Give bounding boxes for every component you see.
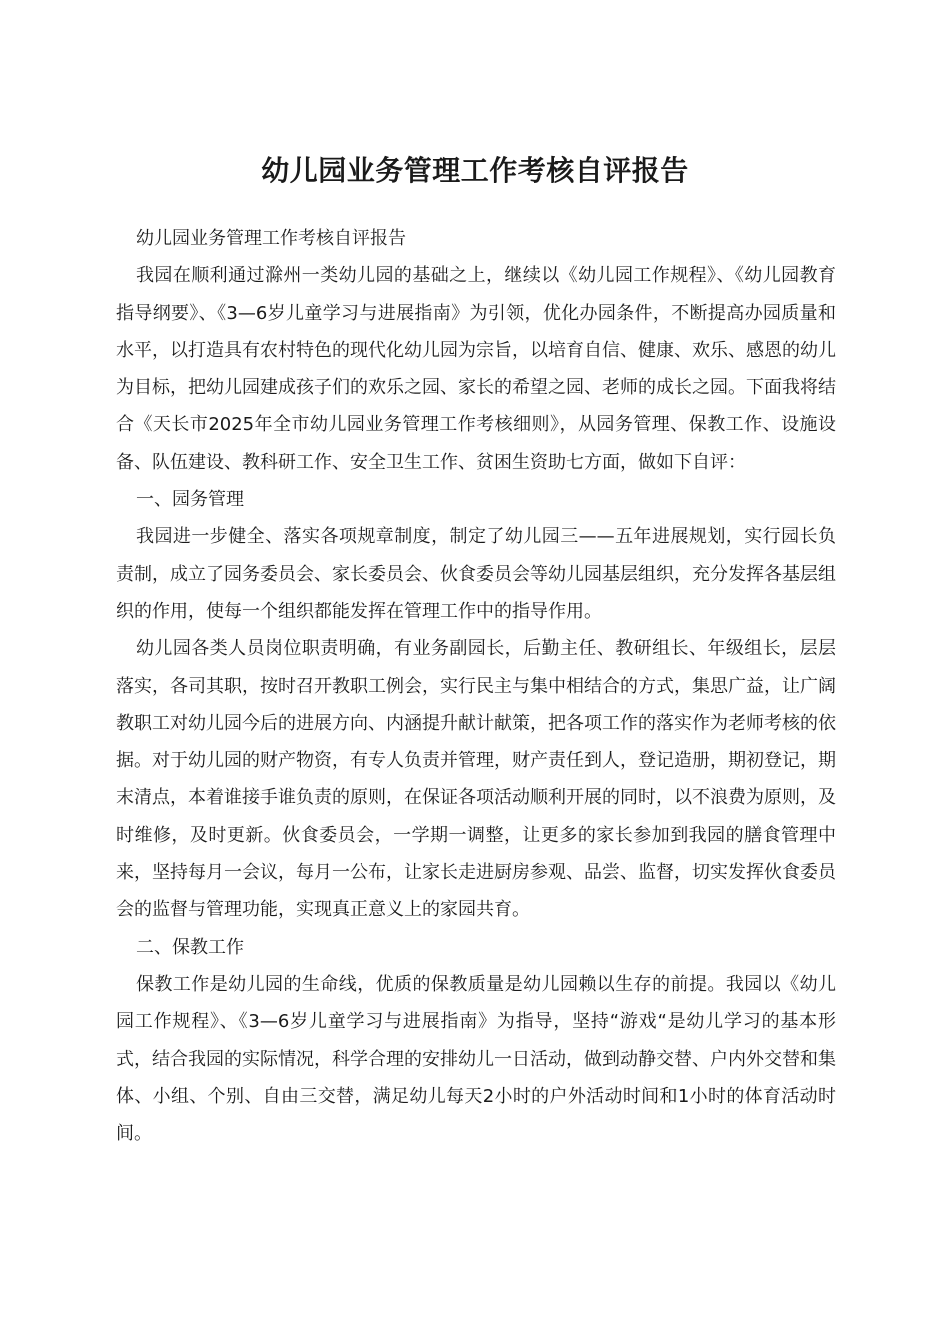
paragraph-care-education-1: 保教工作是幼儿园的生命线，优质的保教质量是幼儿园赖以生存的前提。我园以《幼儿园工作规程》、《3—6岁儿童学习与进展指南》为指导，坚持“游戏“是幼儿学习的基本形式，结合我园的实际情况，科学合理的安排幼儿一日活动，做到动静交替、户内外交替和集体、小组、个别、自由三交替，满足幼儿每天2小时的户外活动时间和1小时的体育活动时间。 (116, 973, 836, 1145)
paragraph-subtitle: 幼儿园业务管理工作考核自评报告 (136, 228, 406, 249)
section-heading-care-education: 二、保教工作 (136, 936, 244, 958)
paragraph-park-affairs-2: 幼儿园各类人员岗位职责明确，有业务副园长，后勤主任、教研组长、年级组长，层层落实，各司其职，按时召开教职工例会，实行民主与集中相结合的方式，集思广益，让广阔教职工对幼儿园今后的进展方向、内涵提升献计献策，把各项工作的落实作为老师考核的依据。对于幼儿园的财产物资，有专人负责并管理，财产责任到人，登记造册，期初登记，期末清点，本着谁接手谁负责的原则，在保证各项活动顺利开展的同时，以不浪费为原则，及时维修，及时更新。伙食委员会，一学期一调整，让更多的家长参加到我园的膳食管理中来，坚持每月一会议，每月一公布，让家长走进厨房参观、品尝、监督，切实发挥伙食委员会的监督与管理功能，实现真正意义上的家园共育。 (116, 638, 836, 921)
document-body (116, 220, 836, 1152)
paragraph-intro: 我园在顺利通过滁州一类幼儿园的基础之上，继续以《幼儿园工作规程》、《幼儿园教育指导纲要》、《3—6岁儿童学习与进展指南》为引领，优化办园条件，不断提高办园质量和水平，以打造具有农村特色的现代化幼儿园为宗旨，以培育自信、健康、欢乐、感恩的幼儿为目标，把幼儿园建成孩子们的欢乐之园、家长的希望之园、老师的成长之园。下面我将结合《天长市2025年全市幼儿园业务管理工作考核细则》，从园务管理、保教工作、设施设备、队伍建设、教科研工作、安全卫生工作、贫困生资助七方面，做如下自评： (116, 265, 836, 473)
document-title: 幼儿园业务管理工作考核自评报告 (261, 153, 689, 187)
section-heading-park-affairs: 一、园务管理 (136, 489, 244, 511)
paragraph-park-affairs-1: 我园进一步健全、落实各项规章制度，制定了幼儿园三——五年进展规划，实行园长负责制，成立了园务委员会、家长委员会、伙食委员会等幼儿园基层组织，充分发挥各基层组织的作用，使每一个组织都能发挥在管理工作中的指导作用。 (116, 526, 836, 622)
